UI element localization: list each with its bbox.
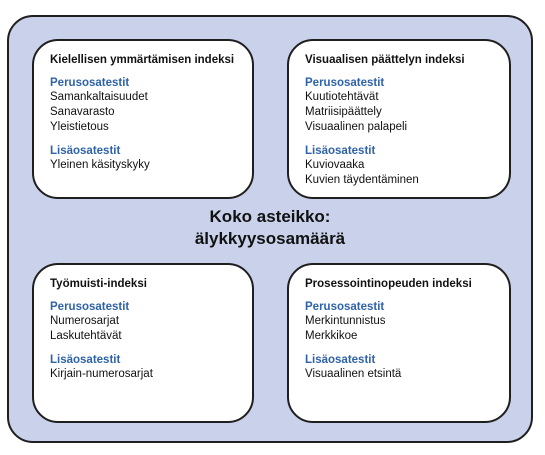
subtest-item: Visuaalinen palapeli — [305, 121, 408, 133]
subtest-item: Samankaltaisuudet — [50, 91, 148, 103]
working-memory-index-card — [32, 263, 254, 423]
subtest-item: Yleistietous — [50, 121, 109, 133]
card-title: Prosessointinopeuden indeksi — [305, 278, 472, 290]
core-subtests-list — [305, 90, 499, 135]
subtest-item: Kirjain-numerosarjat — [50, 368, 153, 380]
supplemental-subtests-heading: Lisäosatestit — [305, 145, 376, 157]
supplemental-subtests-list — [50, 367, 242, 382]
subtest-item: Kuviovaaka — [305, 159, 365, 171]
supplemental-subtests-heading: Lisäosatestit — [50, 354, 121, 366]
core-subtests-list — [50, 90, 242, 135]
subtest-item: Laskutehtävät — [50, 330, 122, 342]
subtest-item: Sanavarasto — [50, 106, 115, 118]
subtest-item: Matriisipäättely — [305, 106, 382, 118]
core-subtests-list — [305, 314, 499, 344]
subtest-item: Numerosarjat — [50, 315, 120, 327]
visual-reasoning-index-card — [287, 39, 511, 199]
full-scale-title-line1: Koko asteikko: — [209, 207, 331, 226]
subtest-item: Kuutiotehtävät — [305, 91, 379, 103]
supplemental-subtests-list — [50, 158, 242, 173]
subtest-item: Merkkikoe — [305, 330, 358, 342]
card-title: Työmuisti-indeksi — [50, 278, 147, 290]
subtest-item: Kuvien täydentäminen — [305, 174, 419, 186]
core-subtests-heading: Perusosatestit — [50, 77, 130, 89]
core-subtests-list — [50, 314, 242, 344]
full-scale-iq-title — [7, 206, 533, 250]
core-subtests-heading: Perusosatestit — [305, 77, 385, 89]
supplemental-subtests-heading: Lisäosatestit — [305, 354, 376, 366]
card-title: Kielellisen ymmärtämisen indeksi — [50, 54, 235, 66]
supplemental-subtests-list — [305, 158, 499, 188]
supplemental-subtests-list — [305, 367, 499, 382]
supplemental-subtests-heading: Lisäosatestit — [50, 145, 121, 157]
subtest-item: Visuaalinen etsintä — [305, 368, 402, 380]
subtest-item: Yleinen käsityskyky — [50, 159, 150, 171]
core-subtests-heading: Perusosatestit — [305, 301, 385, 313]
full-scale-title-line2: älykkyysosamäärä — [194, 229, 346, 248]
verbal-comprehension-index-card — [32, 39, 254, 199]
card-title: Visuaalisen päättelyn indeksi — [305, 54, 465, 66]
subtest-item: Merkintunnistus — [305, 315, 386, 327]
processing-speed-index-card — [287, 263, 511, 423]
core-subtests-heading: Perusosatestit — [50, 301, 130, 313]
